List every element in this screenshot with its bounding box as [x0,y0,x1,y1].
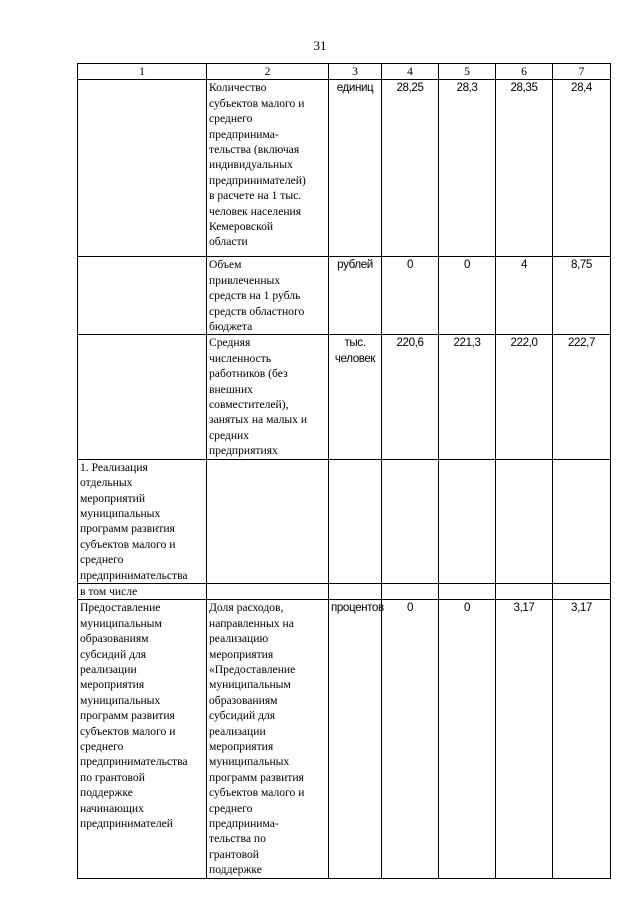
unit-cell [329,459,382,583]
indicator-cell: Объем привлеченных средств на 1 рубль средств областного бюджета [207,257,329,335]
value-cell: 222,0 [496,335,553,459]
column-number-row [78,64,611,80]
indicator-cell: Доля расходов, направленных на реализацию мероприятия «Предоставление муниципальным образованиям субсидий для реализации мероприятия муниципальных программ развития субъектов малого и среднего предпринима- тельства по грантовой поддержке [207,600,329,878]
program-cell: в том числе [78,583,207,599]
program-cell [78,335,207,459]
value-cell [553,459,611,583]
value-cell: 3,17 [553,600,611,878]
value-cell [382,583,439,599]
value-cell [382,459,439,583]
column-number-6: 6 [496,64,553,80]
column-number-7: 7 [553,64,611,80]
value-cell: 28,3 [439,80,496,257]
unit-cell: тыс. человек [329,335,382,459]
column-number-4: 4 [382,64,439,80]
program-cell [78,257,207,335]
value-cell [439,459,496,583]
unit-cell: единиц [329,80,382,257]
unit-cell [329,583,382,599]
column-number-2: 2 [207,64,329,80]
value-cell: 221,3 [439,335,496,459]
value-cell: 3,17 [496,600,553,878]
unit-cell: рублей [329,257,382,335]
page-number: 31 [313,38,327,53]
table-row [78,257,611,335]
value-cell [496,583,553,599]
column-number-1: 1 [78,64,207,80]
program-cell: 1. Реализация отдельных мероприятий муниципальных программ развития субъектов малого и среднего предпринимательства [78,459,207,583]
indicator-cell [207,583,329,599]
table-row [78,335,611,459]
indicators-table [77,63,611,879]
value-cell: 0 [382,257,439,335]
value-cell: 0 [439,257,496,335]
table-row [78,600,611,878]
indicator-cell: Количество субъектов малого и среднего предпринима- тельства (включая индивидуальных предпринимателей) в расчете на 1 тыс. человек населения Кемеровской области [207,80,329,257]
value-cell: 222,7 [553,335,611,459]
column-number-5: 5 [439,64,496,80]
indicator-cell [207,459,329,583]
column-number-3: 3 [329,64,382,80]
program-cell [78,80,207,257]
value-cell: 28,25 [382,80,439,257]
value-cell: 28,35 [496,80,553,257]
value-cell [439,583,496,599]
value-cell: 0 [439,600,496,878]
table-row [78,459,611,583]
unit-cell: процентов [329,600,382,878]
indicator-cell: Средняя численность работников (без внешних совместителей), занятых на малых и средних предприятиях [207,335,329,459]
program-cell: Предоставление муниципальным образованиям субсидий для реализации мероприятия муниципальных программ развития субъектов малого и среднего предпринимательства по грантовой поддержке начинающих предпринимателей [78,600,207,878]
value-cell [496,459,553,583]
value-cell: 0 [382,600,439,878]
value-cell: 220,6 [382,335,439,459]
value-cell [553,583,611,599]
value-cell: 8,75 [553,257,611,335]
table-row [78,80,611,257]
value-cell: 28,4 [553,80,611,257]
table-row [78,583,611,599]
value-cell: 4 [496,257,553,335]
